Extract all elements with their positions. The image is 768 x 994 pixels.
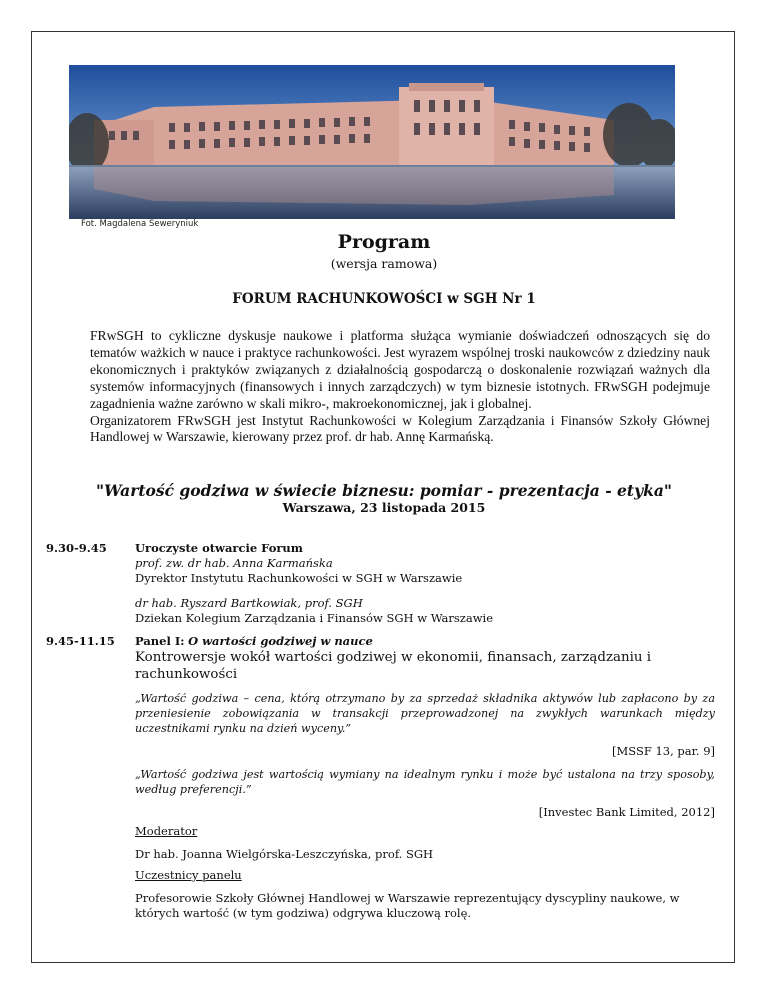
event-place-date: Warszawa, 23 listopada 2015 [282, 500, 486, 515]
speaker-2-role: Dziekan Kolegium Zarządzania i Finansów SGH w Warszawie [135, 611, 494, 625]
session-1 [135, 541, 715, 626]
participants-text: Profesorowie Szkoły Głównej Handlowej w Warszawie reprezentujący dyscypliny naukowe, w których wartość (w tym godziwa) odgrywa kluczową rolę. [135, 891, 680, 920]
panel-label: Panel I: [135, 634, 185, 648]
speaker-2-name: dr hab. Ryszard Bartkowiak, prof. SGH [135, 596, 363, 610]
intro-paragraph-2: Organizatorem FRwSGH jest Instytut Rachunkowości w Kolegium Zarządzania i Finansów Szkoły Głównej Handlowej w Warszawie, kierowany przez prof. dr hab. Annę Karmańską. [90, 412, 710, 445]
building-photo [69, 65, 675, 219]
quote-2-source: [Investec Bank Limited, 2012] [538, 805, 715, 819]
forum-title: FORUM RACHUNKOWOŚCI w SGH Nr 1 [232, 291, 536, 307]
quote-1: „Wartość godziwa – cena, którą otrzymano by za sprzedaż składnika aktywów lub zapłacono by za przeniesienie zobowiązania w transakcji przeprowadzonej na zwykłych warunkach między uczestnikami rynku na dzień wyceny.” [135, 692, 715, 735]
speaker-1-name: prof. zw. dr hab. Anna Karmańska [135, 556, 333, 570]
session-2-time: 9.45-11.15 [46, 634, 115, 648]
quote-1-source: [MSSF 13, par. 9] [612, 744, 715, 758]
moderator-name: Dr hab. Joanna Wielgórska-Leszczyńska, prof. SGH [135, 847, 434, 861]
event-theme: "Wartość godziwa w świecie biznesu: pomiar - prezentacja - etyka" [96, 481, 672, 500]
photo-caption: Fot. Magdalena Seweryniuk [81, 219, 199, 229]
intro-text [90, 328, 710, 446]
panel-topic: Kontrowersje wokół wartości godziwej w ekonomii, finansach, zarządzaniu i rachunkowości [135, 650, 652, 682]
moderator-label: Moderator [135, 824, 198, 838]
speaker-1-role: Dyrektor Instytutu Rachunkowości w SGH w Warszawie [135, 571, 463, 585]
session-1-title: Uroczyste otwarcie Forum [135, 541, 303, 555]
quote-2: „Wartość godziwa jest wartością wymiany na idealnym rynku i może być ustalona na trzy sposoby, według preferencji.” [135, 768, 715, 796]
page-subtitle: (wersja ramowa) [330, 256, 438, 271]
intro-paragraph-1: FRwSGH to cykliczne dyskusje naukowe i platforma służąca wymianie doświadczeń odnoszących się do tematów ważkich w nauce i praktyce rachunkowości. Jest wyrazem wspólnej troski naukowców z dziedziny nauk ekonomicznych i praktyków związanych z działalnością gospodarczą o doskonalenie rozwiązań ważnych dla systemów informacyjnych (finansowych i innych zarządczych) w tym biznesie istotnych. FRwSGH podejmuje zagadnienia ważne zarówno w skali mikro-, makroekonomicznej, jak i globalnej. [90, 328, 710, 411]
session-1-time: 9.30-9.45 [46, 541, 107, 555]
session-2 [135, 634, 715, 921]
page-title: Program [337, 231, 431, 253]
panel-title: O wartości godziwej w nauce [188, 634, 373, 648]
participants-label: Uczestnicy panelu [135, 868, 242, 882]
